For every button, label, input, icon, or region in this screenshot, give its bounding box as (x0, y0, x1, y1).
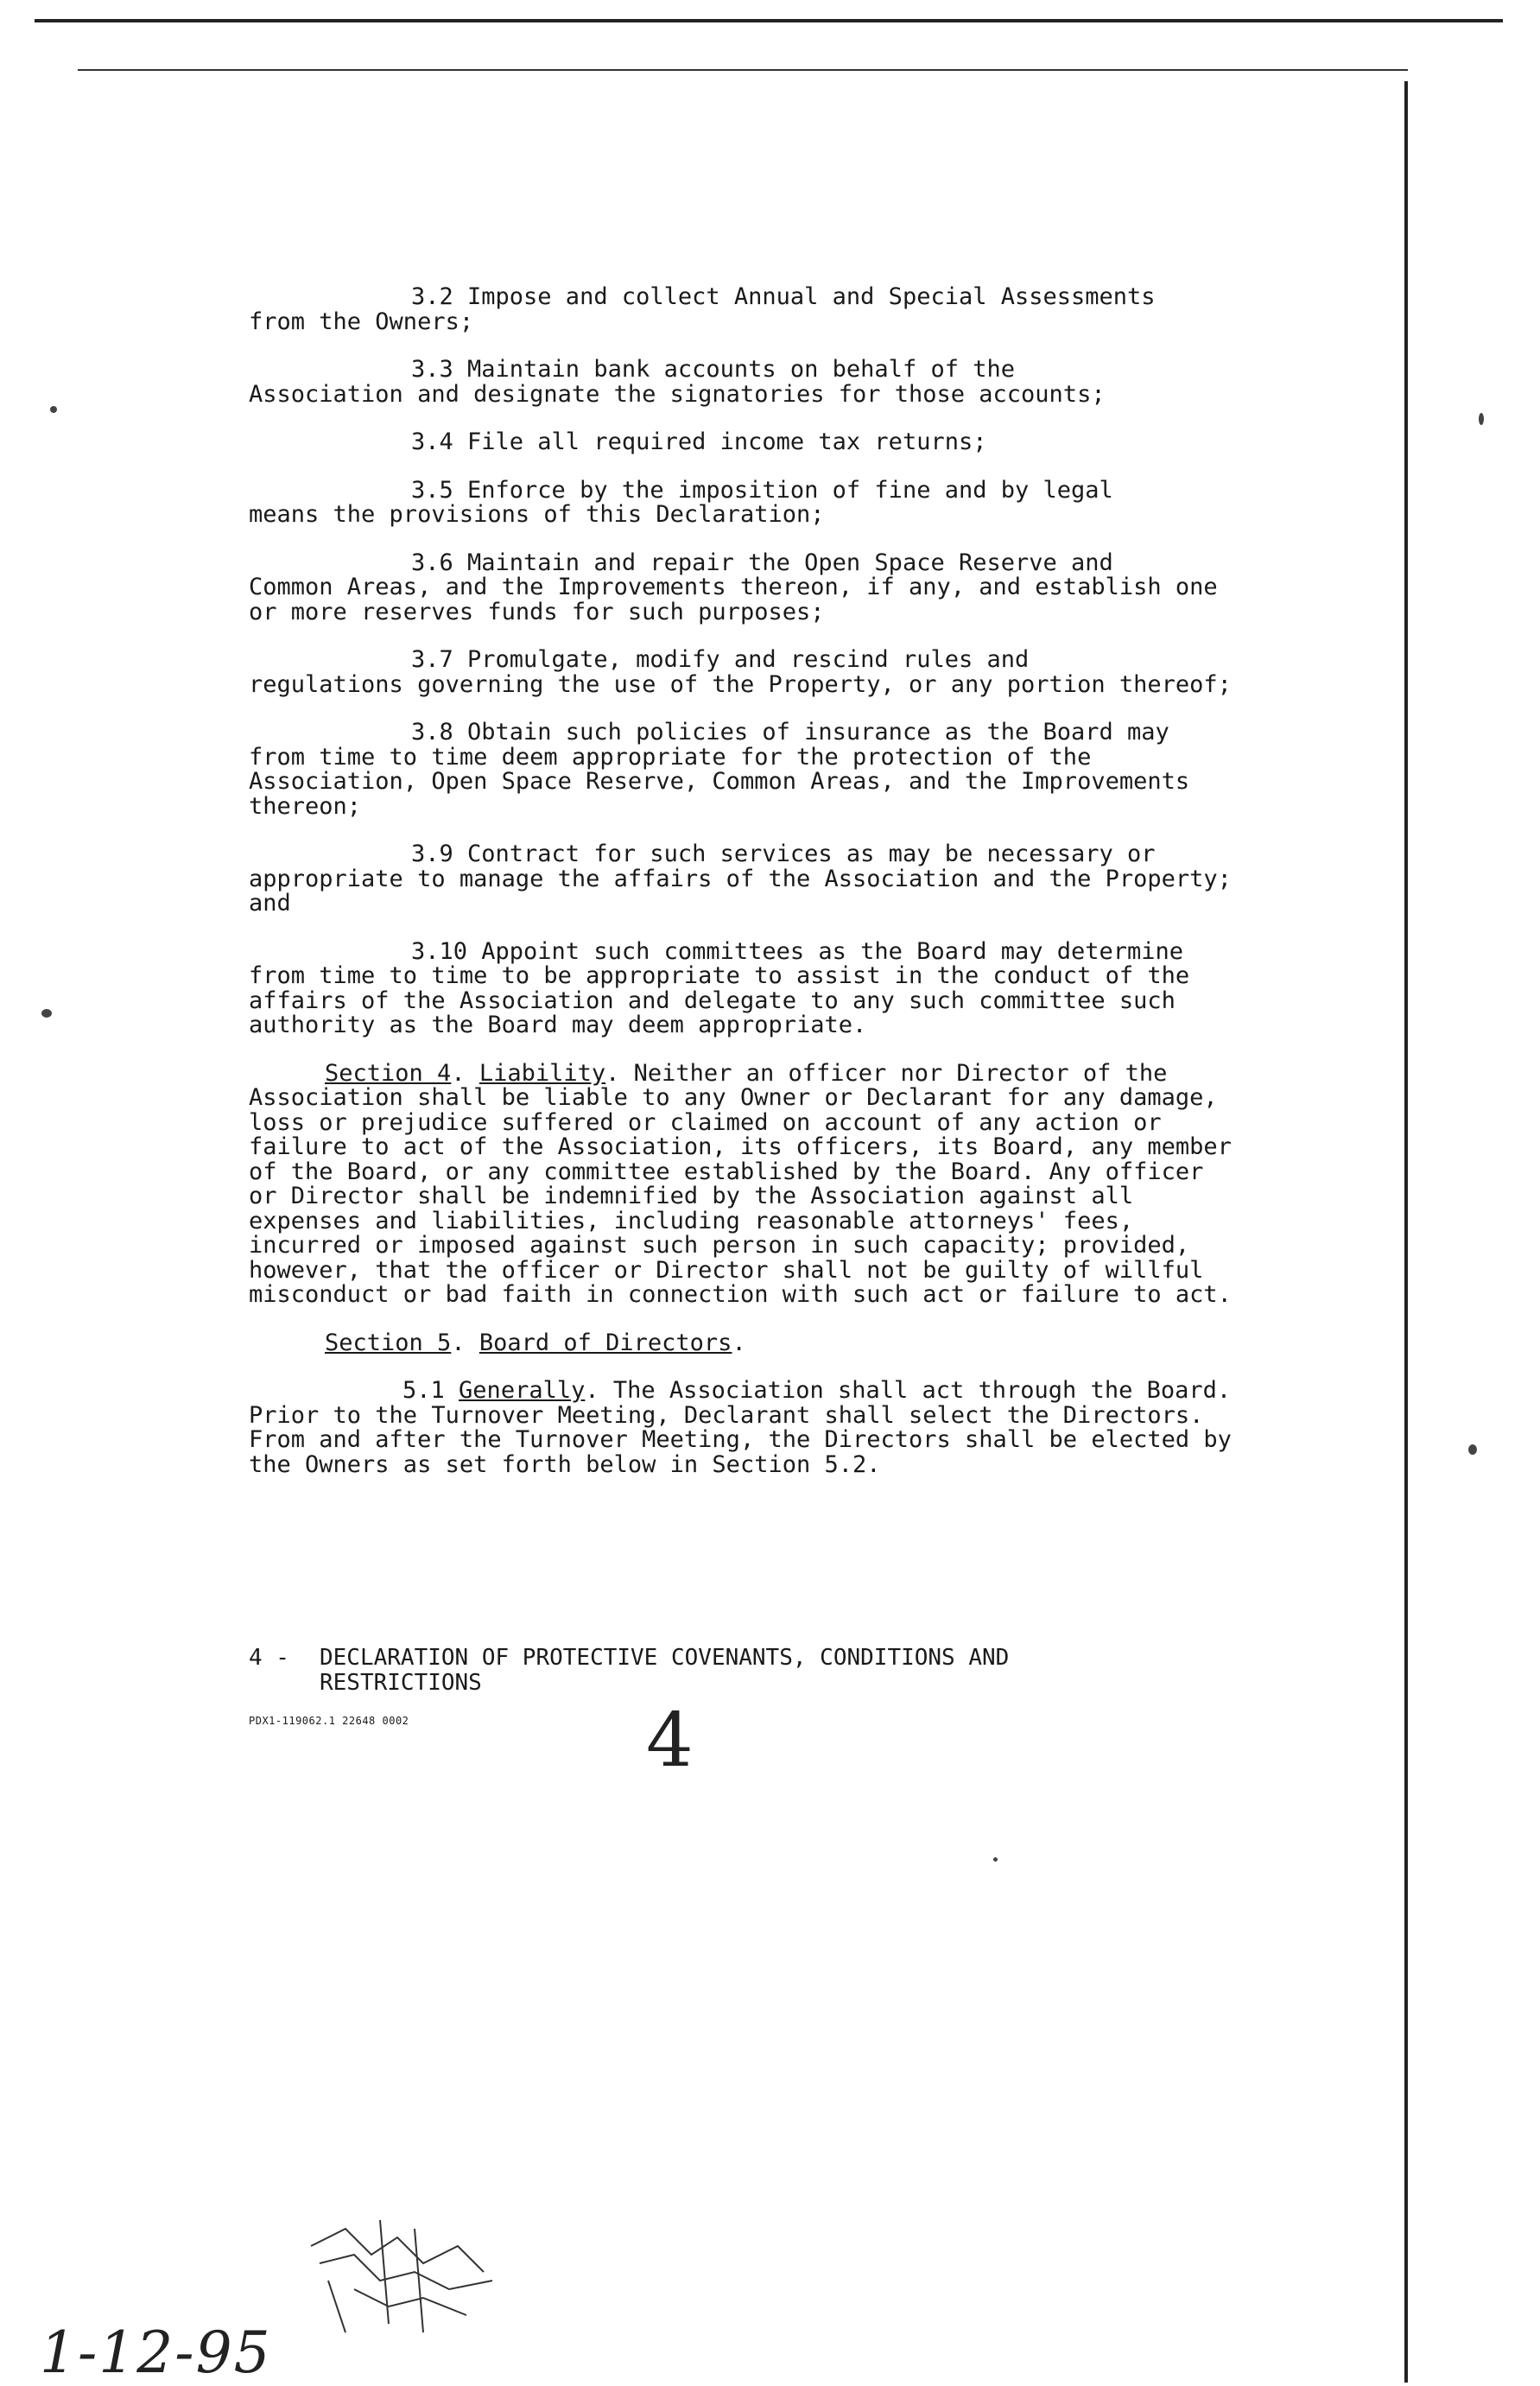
item-continuation: Association and designate the signatories for those accounts; (249, 380, 1106, 408)
item-continuation: means the provisions of this Declaration; (249, 501, 825, 528)
list-item (249, 720, 1233, 819)
item-continuation: Common Areas, and the Improvements thereon, if any, and establish one or more reserves funds for such purposes; (249, 574, 1218, 625)
footer-title-line1: DECLARATION OF PROTECTIVE COVENANTS, CONDITIONS AND (320, 1645, 1010, 1671)
page-edge-right (1404, 81, 1408, 2383)
section-5-1-number: 5.1 (402, 1377, 445, 1404)
list-item (249, 285, 1233, 334)
item-continuation: regulations governing the use of the Property, or any portion thereof; (249, 670, 1232, 698)
scan-speck (50, 406, 57, 413)
item-continuation: from the Owners; (249, 308, 474, 335)
section-5-1-paragraph: 5.1 Generally. The Association shall act through the Board. Prior to the Turnover Meeting, Declarant shall select the Directors. From and after the Turnover Meeting, the Directors shall be elected by the Owners as set forth below in Section 5.2. (249, 1377, 1232, 1478)
section-4-text: Neither an officer nor Director of the Association shall be liable to any Owner or Declarant for any damage, loss or prejudice suffered or claimed on account of any action or failure to act of the Association, its officers, its Board, any member of the Board, or any committee established by the Board. Any officer or Director shall be indemnified by the Association against all expenses and liabilities, including reasonable attorneys' fees, incurred or imposed against such person in such capacity; provided, however, that the officer or Director shall not be guilty of willful misconduct or bad faith in connection with such act or failure to act. (249, 1059, 1232, 1308)
section-5-label: Section 5 (325, 1329, 452, 1356)
item-first-line: 3.3 Maintain bank accounts on behalf of the (411, 356, 1015, 383)
section-5-1-title: Generally (459, 1377, 586, 1404)
list-item (249, 937, 1233, 1038)
handwritten-page-number: 4 (646, 1697, 694, 1784)
scan-speck (1479, 413, 1484, 425)
list-item (249, 648, 1233, 697)
footer-page-number: 4 - (249, 1645, 289, 1671)
item-first-line: 3.4 File all required income tax returns; (411, 428, 987, 455)
scan-speck (41, 1009, 52, 1018)
item-first-line: 3.6 Maintain and repair the Open Space Reserve and (411, 549, 1113, 576)
section-5-1-text: The Association shall act through the Board. Prior to the Turnover Meeting, Declarant shall select the Directors. From and after the Turnover Meeting, the Directors shall be elected by the Owners as set forth below in Section 5.2. (249, 1377, 1232, 1478)
list-item (249, 551, 1233, 625)
item-continuation: from time to time to be appropriate to assist in the conduct of the affairs of the Association and delegate to any such committee such authority as the Board may deem appropriate. (249, 962, 1190, 1038)
scan-speck (1468, 1444, 1477, 1455)
section-4-paragraph: Section 4. Liability. Neither an officer nor Director of the Association shall be liable to any Owner or Declarant for any damage, loss or prejudice suffered or claimed on account of any action or failure to act of the Association, its officers, its Board, any member of the Board, or any committee established by the Board. Any officer or Director shall be indemnified by the Association against all expenses and liabilities, including reasonable attorneys' fees, incurred or imposed against such person in such capacity; provided, however, that the officer or Director shall not be guilty of willful misconduct or bad faith in connection with such act or failure to act. (249, 1059, 1232, 1308)
scribble-mark (294, 2194, 518, 2341)
item-first-line: 3.10 Appoint such committees as the Board may determine (411, 937, 1184, 965)
list-item (249, 476, 1233, 528)
scan-speck (993, 1857, 998, 1862)
footer-title-line2: RESTRICTIONS (320, 1670, 482, 1696)
list-item (249, 358, 1233, 407)
page-footer (249, 1646, 1233, 1696)
list-item (249, 842, 1233, 917)
scan-border-top (35, 19, 1503, 22)
item-continuation: appropriate to manage the affairs of the Association and the Property; and (249, 865, 1232, 917)
section-5-title: Board of Directors (478, 1329, 732, 1356)
item-first-line: 3.2 Impose and collect Annual and Special Assessments (411, 283, 1156, 310)
section-4-title: Liability (478, 1059, 606, 1087)
item-first-line: 3.5 Enforce by the imposition of fine and by legal (411, 476, 1113, 504)
document-body (249, 285, 1233, 1501)
item-first-line: 3.7 Promulgate, modify and rescind rules and (411, 646, 1030, 673)
item-continuation: from time to time deem appropriate for the protection of the Association, Open Space Reserve, Common Areas, and the Improvements thereon; (249, 743, 1190, 820)
section-5-heading: Section 5. Board of Directors. (325, 1329, 746, 1356)
item-first-line: 3.9 Contract for such services as may be necessary or (411, 841, 1156, 867)
section-4-label: Section 4 (325, 1059, 452, 1087)
scan-border-inner (78, 69, 1408, 71)
list-item (249, 430, 1233, 455)
handwritten-date: 1-12-95 (40, 2319, 272, 2386)
item-first-line: 3.8 Obtain such policies of insurance as the Board may (411, 719, 1169, 746)
document-code: PDX1-119062.1 22648 0002 (249, 1715, 409, 1727)
